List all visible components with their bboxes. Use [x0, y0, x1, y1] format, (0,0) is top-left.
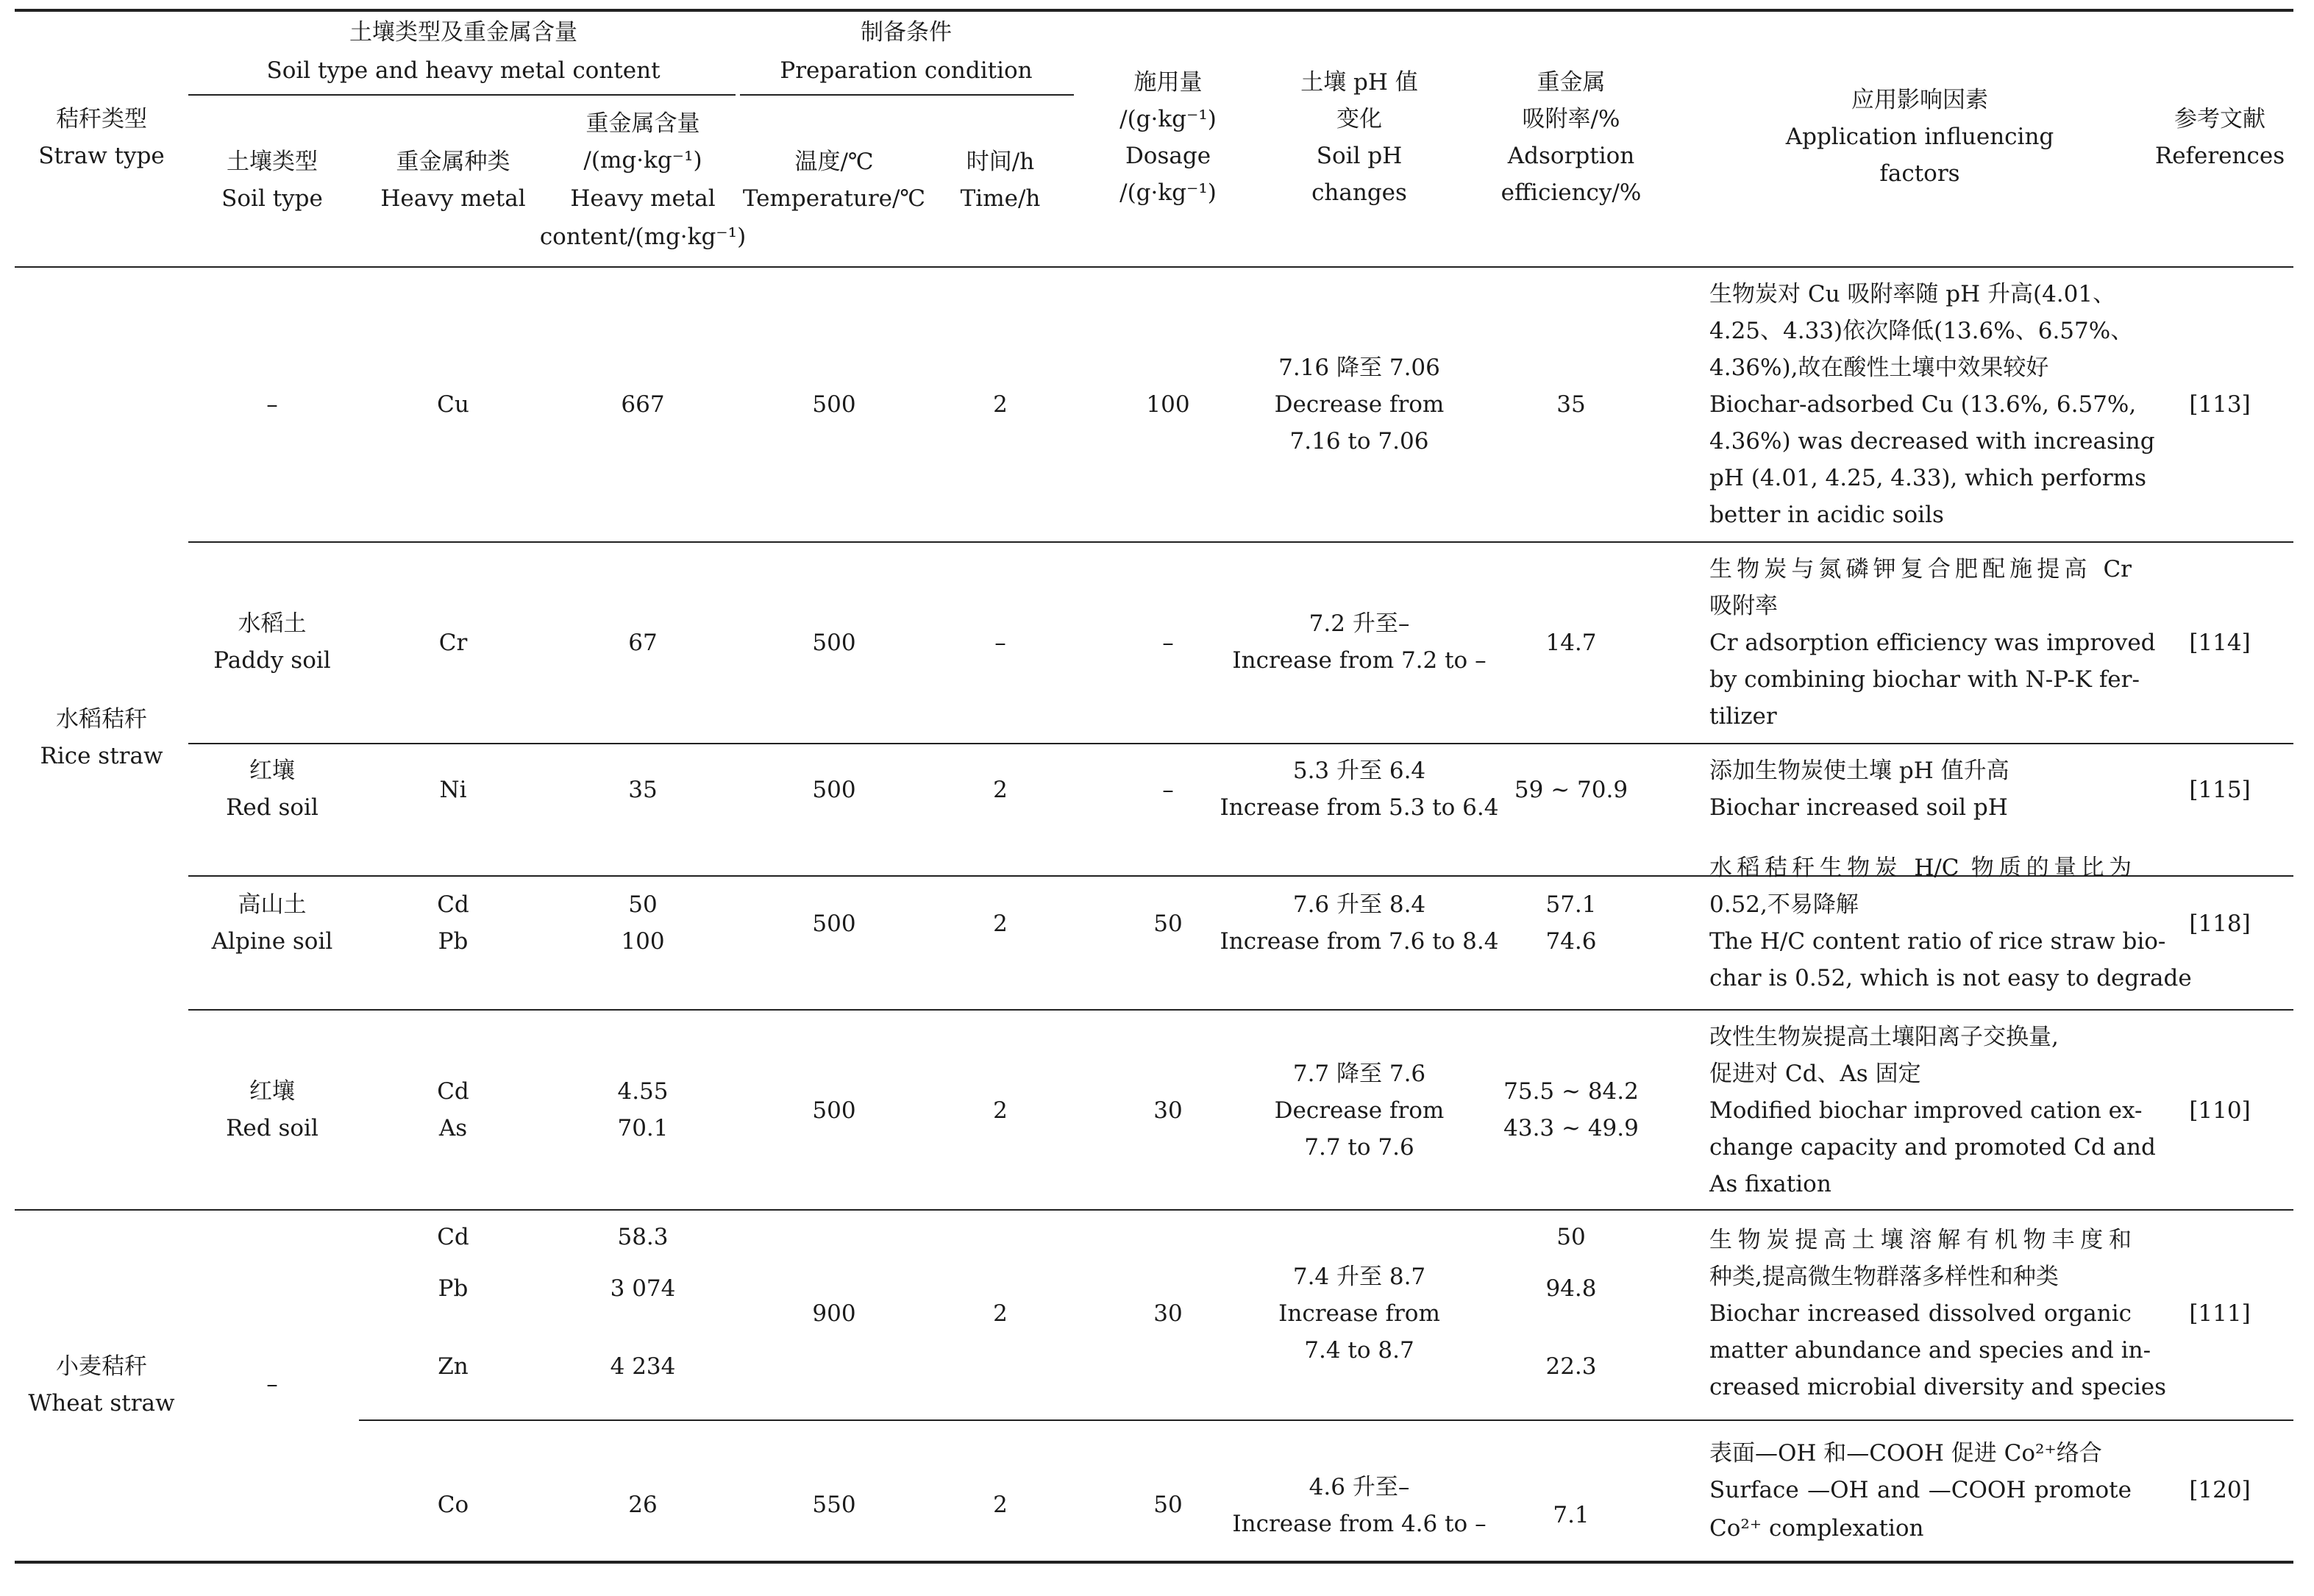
- row-4-dosage: 30: [1153, 1097, 1183, 1124]
- row-2-dosage: –: [1162, 777, 1174, 803]
- row-3-metal-1: Cd: [437, 891, 469, 918]
- row-4-reference: [110]: [2189, 1097, 2251, 1124]
- header-factor-en-2: factors: [1879, 160, 1960, 187]
- header-dosage-cn: 施用量: [1133, 69, 1203, 96]
- row-4-time: 2: [993, 1097, 1008, 1124]
- row-6-adsorption: 7.1: [1553, 1502, 1589, 1528]
- row-2-metal: Ni: [439, 777, 467, 803]
- header-ads-cn-1: 重金属: [1537, 69, 1606, 96]
- row-3-metal-2: Pb: [438, 928, 469, 955]
- row-5-content-2: 3 074: [610, 1275, 676, 1302]
- bottom-rule: [15, 1561, 2293, 1563]
- row-5-adsorption-3: 22.3: [1545, 1353, 1597, 1380]
- row-1-dosage: –: [1162, 630, 1174, 656]
- header-dosage-unit: /(g·kg⁻¹): [1119, 106, 1217, 132]
- header-content-en: Heavy metal: [570, 185, 716, 212]
- row-1-factor-line-2: 吸附率: [1709, 593, 1779, 619]
- row-3-adsorption-1: 57.1: [1545, 891, 1597, 918]
- header-ads-en-1: Adsorption: [1507, 143, 1635, 169]
- row-3-adsorption-2: 74.6: [1545, 928, 1597, 955]
- row-0-factor-line-7: better in acidic soils: [1709, 502, 1944, 528]
- row-0-factor-line-5: 4.36%) was decreased with increasing: [1709, 428, 2155, 455]
- row-2-soil-type-en: Red soil: [226, 794, 318, 821]
- row-1-ph-line-1: 7.2 升至–: [1309, 610, 1410, 637]
- row-4-factor-line-3: Modified biochar improved cation ex-: [1709, 1097, 2143, 1124]
- row-3-factor-line-2: 0.52,不易降解: [1709, 891, 1859, 918]
- row-5-metal-1: Cd: [437, 1224, 469, 1250]
- row-4-factor-line-5: As fixation: [1709, 1171, 1831, 1197]
- row-2-ph-line-1: 5.3 升至 6.4: [1292, 758, 1426, 784]
- row-6-factor-line-2: Surface —OH and —COOH promote: [1709, 1477, 2132, 1503]
- header-group-prep-en: Preparation condition: [780, 57, 1033, 84]
- row-3-ph-line-2: Increase from 7.6 to 8.4: [1220, 928, 1499, 955]
- row-2-time: 2: [993, 777, 1008, 803]
- row-3-dosage: 50: [1153, 911, 1183, 937]
- header-content-cn: 重金属含量: [585, 110, 700, 137]
- row-0-factor-line-3: 4.36%),故在酸性土壤中效果较好: [1709, 355, 2049, 381]
- header-ph-cn-1: 土壤 pH 值: [1300, 69, 1418, 96]
- row-6-metal: Co: [437, 1492, 469, 1518]
- row-4-ph-line-1: 7.7 降至 7.6: [1292, 1061, 1426, 1087]
- row-1-temp: 500: [812, 630, 856, 656]
- row-0-temp: 500: [812, 391, 856, 418]
- header-metal-cn: 重金属种类: [396, 149, 510, 175]
- row-4-adsorption-2: 43.3 ~ 49.9: [1503, 1115, 1639, 1141]
- row-4-soil-type-en: Red soil: [226, 1115, 318, 1141]
- row-0-ph-line-3: 7.16 to 7.06: [1289, 428, 1429, 455]
- row-3-reference: [118]: [2189, 911, 2251, 937]
- row-5-ph-line-1: 7.4 升至 8.7: [1292, 1264, 1426, 1290]
- row-3-soil-type-cn: 高山土: [238, 891, 307, 918]
- row-0-factor-line-1: 生物炭对 Cu 吸附率随 pH 升高(4.01、: [1709, 281, 2116, 307]
- row-1-adsorption: 14.7: [1545, 630, 1597, 656]
- row-4-factor-line-1: 改性生物炭提高土壤阳离子交换量,: [1709, 1024, 2059, 1050]
- row-3-factor-line-4: char is 0.52, which is not easy to degrade: [1709, 965, 2192, 991]
- row-rule-2: [188, 743, 2293, 744]
- row-4-soil-type-cn: 红壤: [249, 1078, 296, 1105]
- row-0-factor-line-4: Biochar-adsorbed Cu (13.6%, 6.57%,: [1709, 391, 2137, 418]
- row-3-factor-line-3: The H/C content ratio of rice straw bio-: [1709, 928, 2166, 955]
- row-2-adsorption: 59 ~ 70.9: [1514, 777, 1628, 803]
- header-ads-cn-2: 吸附率/%: [1522, 106, 1620, 132]
- row-1-ph-line-2: Increase from 7.2 to –: [1232, 647, 1487, 674]
- header-temp-en: Temperature/℃: [742, 185, 926, 212]
- header-dosage-unit-2: /(g·kg⁻¹): [1119, 179, 1217, 206]
- row-1-metal: Cr: [438, 630, 468, 656]
- row-0-reference: [113]: [2189, 391, 2251, 418]
- header-time-en: Time/h: [960, 185, 1041, 212]
- row-6-content: 26: [628, 1492, 658, 1518]
- row-4-factor-line-4: change capacity and promoted Cd and: [1709, 1134, 2156, 1161]
- row-5-adsorption-2: 94.8: [1545, 1275, 1597, 1302]
- row-1-time: –: [994, 630, 1006, 656]
- row-1-factor-line-1: 生物炭与氮磷钾复合肥配施提高 Cr: [1709, 556, 2132, 583]
- row-6-ph-line-2: Increase from 4.6 to –: [1232, 1511, 1487, 1537]
- row-5-metal-3: Zn: [438, 1353, 469, 1380]
- row-5-dosage: 30: [1153, 1300, 1183, 1327]
- header-ref-cn: 参考文献: [2174, 106, 2266, 132]
- row-5-adsorption-1: 50: [1556, 1224, 1586, 1250]
- row-0-factor-line-6: pH (4.01, 4.25, 4.33), which performs: [1709, 465, 2146, 491]
- header-group-soil-en: Soil type and heavy metal content: [266, 57, 661, 84]
- row-0-time: 2: [993, 391, 1008, 418]
- row-2-reference: [115]: [2189, 777, 2251, 803]
- header-dosage-en: Dosage: [1125, 143, 1211, 169]
- row-1-factor-line-5: tilizer: [1709, 703, 1777, 730]
- row-4-metal-1: Cd: [437, 1078, 469, 1105]
- top-rule: [15, 9, 2293, 11]
- row-4-content-1: 4.55: [617, 1078, 669, 1105]
- header-factor-en-1: Application influencing: [1785, 124, 2054, 150]
- row-6-time: 2: [993, 1492, 1008, 1518]
- header-soil-type-cn: 土壤类型: [226, 149, 318, 175]
- row-6-reference: [120]: [2189, 1477, 2251, 1503]
- row-1-soil-type-cn: 水稻土: [238, 610, 307, 637]
- rice-straw-label-en: Rice straw: [40, 743, 163, 769]
- row-4-metal-2: As: [438, 1115, 468, 1141]
- header-metal-en: Heavy metal: [380, 185, 526, 212]
- header-ph-en-2: changes: [1311, 179, 1407, 206]
- row-rule-1: [188, 541, 2293, 543]
- header-group-prep-cn: 制备条件: [860, 19, 953, 46]
- group-rule-prep: [740, 94, 1074, 96]
- row-6-temp: 550: [812, 1492, 856, 1518]
- header-straw-type-en: Straw type: [38, 143, 165, 169]
- row-1-factor-line-3: Cr adsorption efficiency was improved: [1709, 630, 2156, 656]
- row-1-factor-line-4: by combining biochar with N-P-K fer-: [1709, 666, 2140, 693]
- row-5-factor-line-3: Biochar increased dissolved organic: [1709, 1300, 2132, 1327]
- row-0-adsorption: 35: [1556, 391, 1586, 418]
- header-factor-cn: 应用影响因素: [1851, 87, 1989, 113]
- row-0-factor-line-2: 4.25、4.33)依次降低(13.6%、6.57%、: [1709, 318, 2134, 344]
- row-5-factor-line-2: 种类,提高微生物群落多样性和种类: [1709, 1264, 2059, 1290]
- rice-straw-label-cn: 水稻秸秆: [55, 706, 148, 733]
- header-ph-en-1: Soil pH: [1316, 143, 1403, 169]
- header-temp-cn: 温度/℃: [794, 149, 874, 175]
- row-5-time: 2: [993, 1300, 1008, 1327]
- row-6-factor-line-1: 表面—OH 和—COOH 促进 Co²⁺络合: [1709, 1440, 2102, 1467]
- header-ads-en-2: efficiency/%: [1500, 179, 1642, 206]
- wheat-straw-label-cn: 小麦秸秆: [55, 1353, 148, 1380]
- group-rule-soil: [188, 94, 736, 96]
- row-2-ph-line-2: Increase from 5.3 to 6.4: [1220, 794, 1499, 821]
- header-content-en-2: content/(mg·kg⁻¹): [539, 224, 747, 250]
- row-5-content-1: 58.3: [617, 1224, 669, 1250]
- row-3-soil-type-en: Alpine soil: [211, 928, 333, 955]
- row-6-factor-line-3: Co²⁺ complexation: [1709, 1515, 1924, 1542]
- header-ref-en: References: [2154, 143, 2285, 169]
- row-4-factor-line-2: 促进对 Cd、As 固定: [1709, 1061, 1921, 1087]
- row-rule-4: [188, 1009, 2293, 1011]
- header-content-unit-cn: /(mg·kg⁻¹): [583, 147, 702, 174]
- row-5-factor-line-4: matter abundance and species and in-: [1709, 1337, 2151, 1364]
- row-2-soil-type-cn: 红壤: [249, 758, 296, 784]
- row-0-metal: Cu: [437, 391, 469, 418]
- header-straw-type-cn: 秸秆类型: [55, 106, 148, 132]
- row-4-adsorption-1: 75.5 ~ 84.2: [1503, 1078, 1639, 1105]
- row-5-temp: 900: [812, 1300, 856, 1327]
- row-2-content: 35: [628, 777, 658, 803]
- row-5-factor-line-5: creased microbial diversity and species: [1709, 1374, 2166, 1400]
- group-separator-rule: [15, 1209, 2293, 1211]
- row-1-reference: [114]: [2189, 630, 2251, 656]
- row-5-ph-line-2: Increase from: [1278, 1300, 1440, 1327]
- row-3-content-1: 50: [628, 891, 658, 918]
- row-2-factor-line-1: 添加生物炭使土壤 pH 值升高: [1709, 758, 2009, 784]
- row-4-content-2: 70.1: [617, 1115, 669, 1141]
- row-rule-6: [359, 1419, 2293, 1421]
- row-3-time: 2: [993, 911, 1008, 937]
- row-4-temp: 500: [812, 1097, 856, 1124]
- header-bottom-rule: [15, 266, 2293, 268]
- row-2-temp: 500: [812, 777, 856, 803]
- row-1-soil-type-en: Paddy soil: [213, 647, 331, 674]
- row-4-ph-line-3: 7.7 to 7.6: [1304, 1134, 1414, 1161]
- row-6-ph-line-1: 4.6 升至–: [1309, 1474, 1410, 1500]
- row-0-ph-line-2: Decrease from: [1274, 391, 1445, 418]
- row-0-content: 667: [621, 391, 665, 418]
- row-5-metal-2: Pb: [438, 1275, 469, 1302]
- wheat-soil-type: –: [266, 1371, 278, 1397]
- row-0-ph-line-1: 7.16 降至 7.06: [1278, 355, 1440, 381]
- row-3-temp: 500: [812, 911, 856, 937]
- row-6-dosage: 50: [1153, 1492, 1183, 1518]
- row-5-ph-line-3: 7.4 to 8.7: [1304, 1337, 1414, 1364]
- wheat-straw-label-en: Wheat straw: [28, 1390, 175, 1417]
- header-time-cn: 时间/h: [966, 149, 1035, 175]
- row-4-ph-line-2: Decrease from: [1274, 1097, 1445, 1124]
- row-1-content: 67: [628, 630, 658, 656]
- row-5-reference: [111]: [2189, 1300, 2251, 1327]
- row-5-factor-line-1: 生物炭提高土壤溶解有机物丰度和: [1709, 1227, 2132, 1253]
- row-3-factor-line-1: 水稻秸秆生物炭 H/C 物质的量比为: [1709, 855, 2132, 881]
- row-3-ph-line-1: 7.6 升至 8.4: [1292, 891, 1426, 918]
- header-soil-type-en: Soil type: [221, 185, 323, 212]
- row-0-dosage: 100: [1146, 391, 1190, 418]
- header-group-soil-cn: 土壤类型及重金属含量: [349, 19, 578, 46]
- header-ph-cn-2: 变化: [1336, 106, 1383, 132]
- row-0-soil-type: –: [266, 391, 278, 418]
- row-5-content-3: 4 234: [610, 1353, 676, 1380]
- row-3-content-2: 100: [621, 928, 665, 955]
- row-2-factor-line-2: Biochar increased soil pH: [1709, 794, 2008, 821]
